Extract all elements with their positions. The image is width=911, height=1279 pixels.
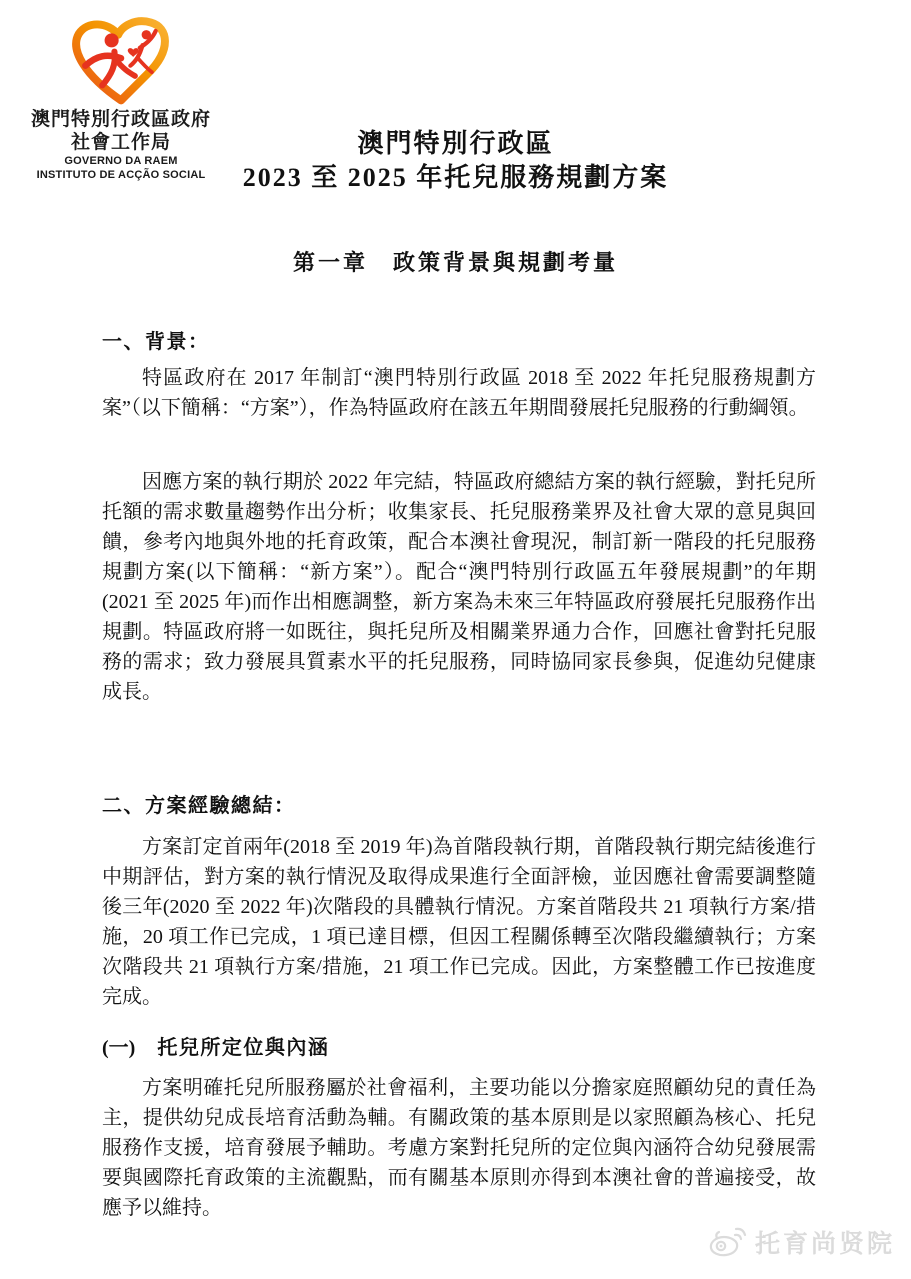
org-name-portuguese-line1: GOVERNO DA RAEM: [64, 155, 178, 167]
watermark-text: 托育尚贤院: [754, 1230, 895, 1258]
subsection1-number: (一): [102, 1037, 136, 1059]
section1-paragraph1: 特區政府在 2017 年制訂“澳門特別行政區 2018 至 2022 年托兒服務規劃方案”（以下簡稱：“方案”），作為特區政府在該五年期間發展托兒服務的行動綱領。: [102, 367, 816, 419]
weibo-icon: [708, 1226, 748, 1258]
document-title-line2: 2023 至 2025 年托兒服務規劃方案: [242, 163, 669, 192]
org-name-chinese-line1: 澳門特別行政區政府: [30, 109, 211, 130]
subsection1-heading: [102, 1031, 329, 1060]
org-name-portuguese-line2: INSTITUTO DE ACÇÃO SOCIAL: [36, 169, 206, 181]
watermark: [708, 1224, 895, 1260]
section2-paragraph1: 方案訂定首兩年(2018 至 2019 年)為首階段執行期，首階段執行期完結後進行中期評估，對方案的執行情況及取得成果進行全面評檢，並因應社會需要調整隨後三年(2020 至 2022 年)次階段的具體執行情況。方案首階段共 21 項執行方案/措施，20 項工作已完成，1 項已達目標，但因工程關係轉至次階段繼續執行；方案次階段共 21 項執行方案/措施，21 項工作已完成。因此，方案整體工作已按進度完成。: [102, 836, 816, 1008]
section2-heading: 二、方案經驗總結：: [102, 795, 296, 817]
subsection1-paragraph: 方案明確托兒所服務屬於社會福利，主要功能以分擔家庭照顧幼兒的責任為主，提供幼兒成長培育活動為輔。有關政策的基本原則是以家照顧為核心、托兒服務作支援，培育發展予輔助。考慮方案對托兒所的定位與內涵符合幼兒發展需要與國際托育政策的主流觀點，而有關基本原則亦得到本澳社會的普遍接受，故應予以維持。: [102, 1077, 816, 1219]
document-title-line1: 澳門特別行政區: [357, 129, 554, 158]
org-name-chinese-line2: 社會工作局: [70, 132, 171, 153]
section1-heading: 一、背景：: [102, 331, 210, 353]
subsection1-title: 托兒所定位與內涵: [157, 1037, 330, 1059]
section1-paragraph2: 因應方案的執行期於 2022 年完結，特區政府總結方案的執行經驗，對托兒所托額的需求數量趨勢作出分析；收集家長、托兒服務業界及社會大眾的意見與回饋，參考內地與外地的托育政策，配合本澳社會現況，制訂新一階段的托兒服務規劃方案(以下簡稱：“新方案”）。配合“澳門特別行政區五年發展規劃”的年期(2021 至 2025 年)而作出相應調整，新方案為未來三年特區政府發展托兒服務作出規劃。特區政府將一如既往，與托兒所及相關業界通力合作，回應社會對托兒服務的需求；致力發展具質素水平的托兒服務，同時協同家長參與，促進幼兒健康成長。: [102, 471, 816, 703]
heart-logo-icon: [62, 16, 180, 106]
document-title: [0, 127, 911, 195]
chapter-heading: 第一章 政策背景與規劃考量: [292, 250, 618, 275]
